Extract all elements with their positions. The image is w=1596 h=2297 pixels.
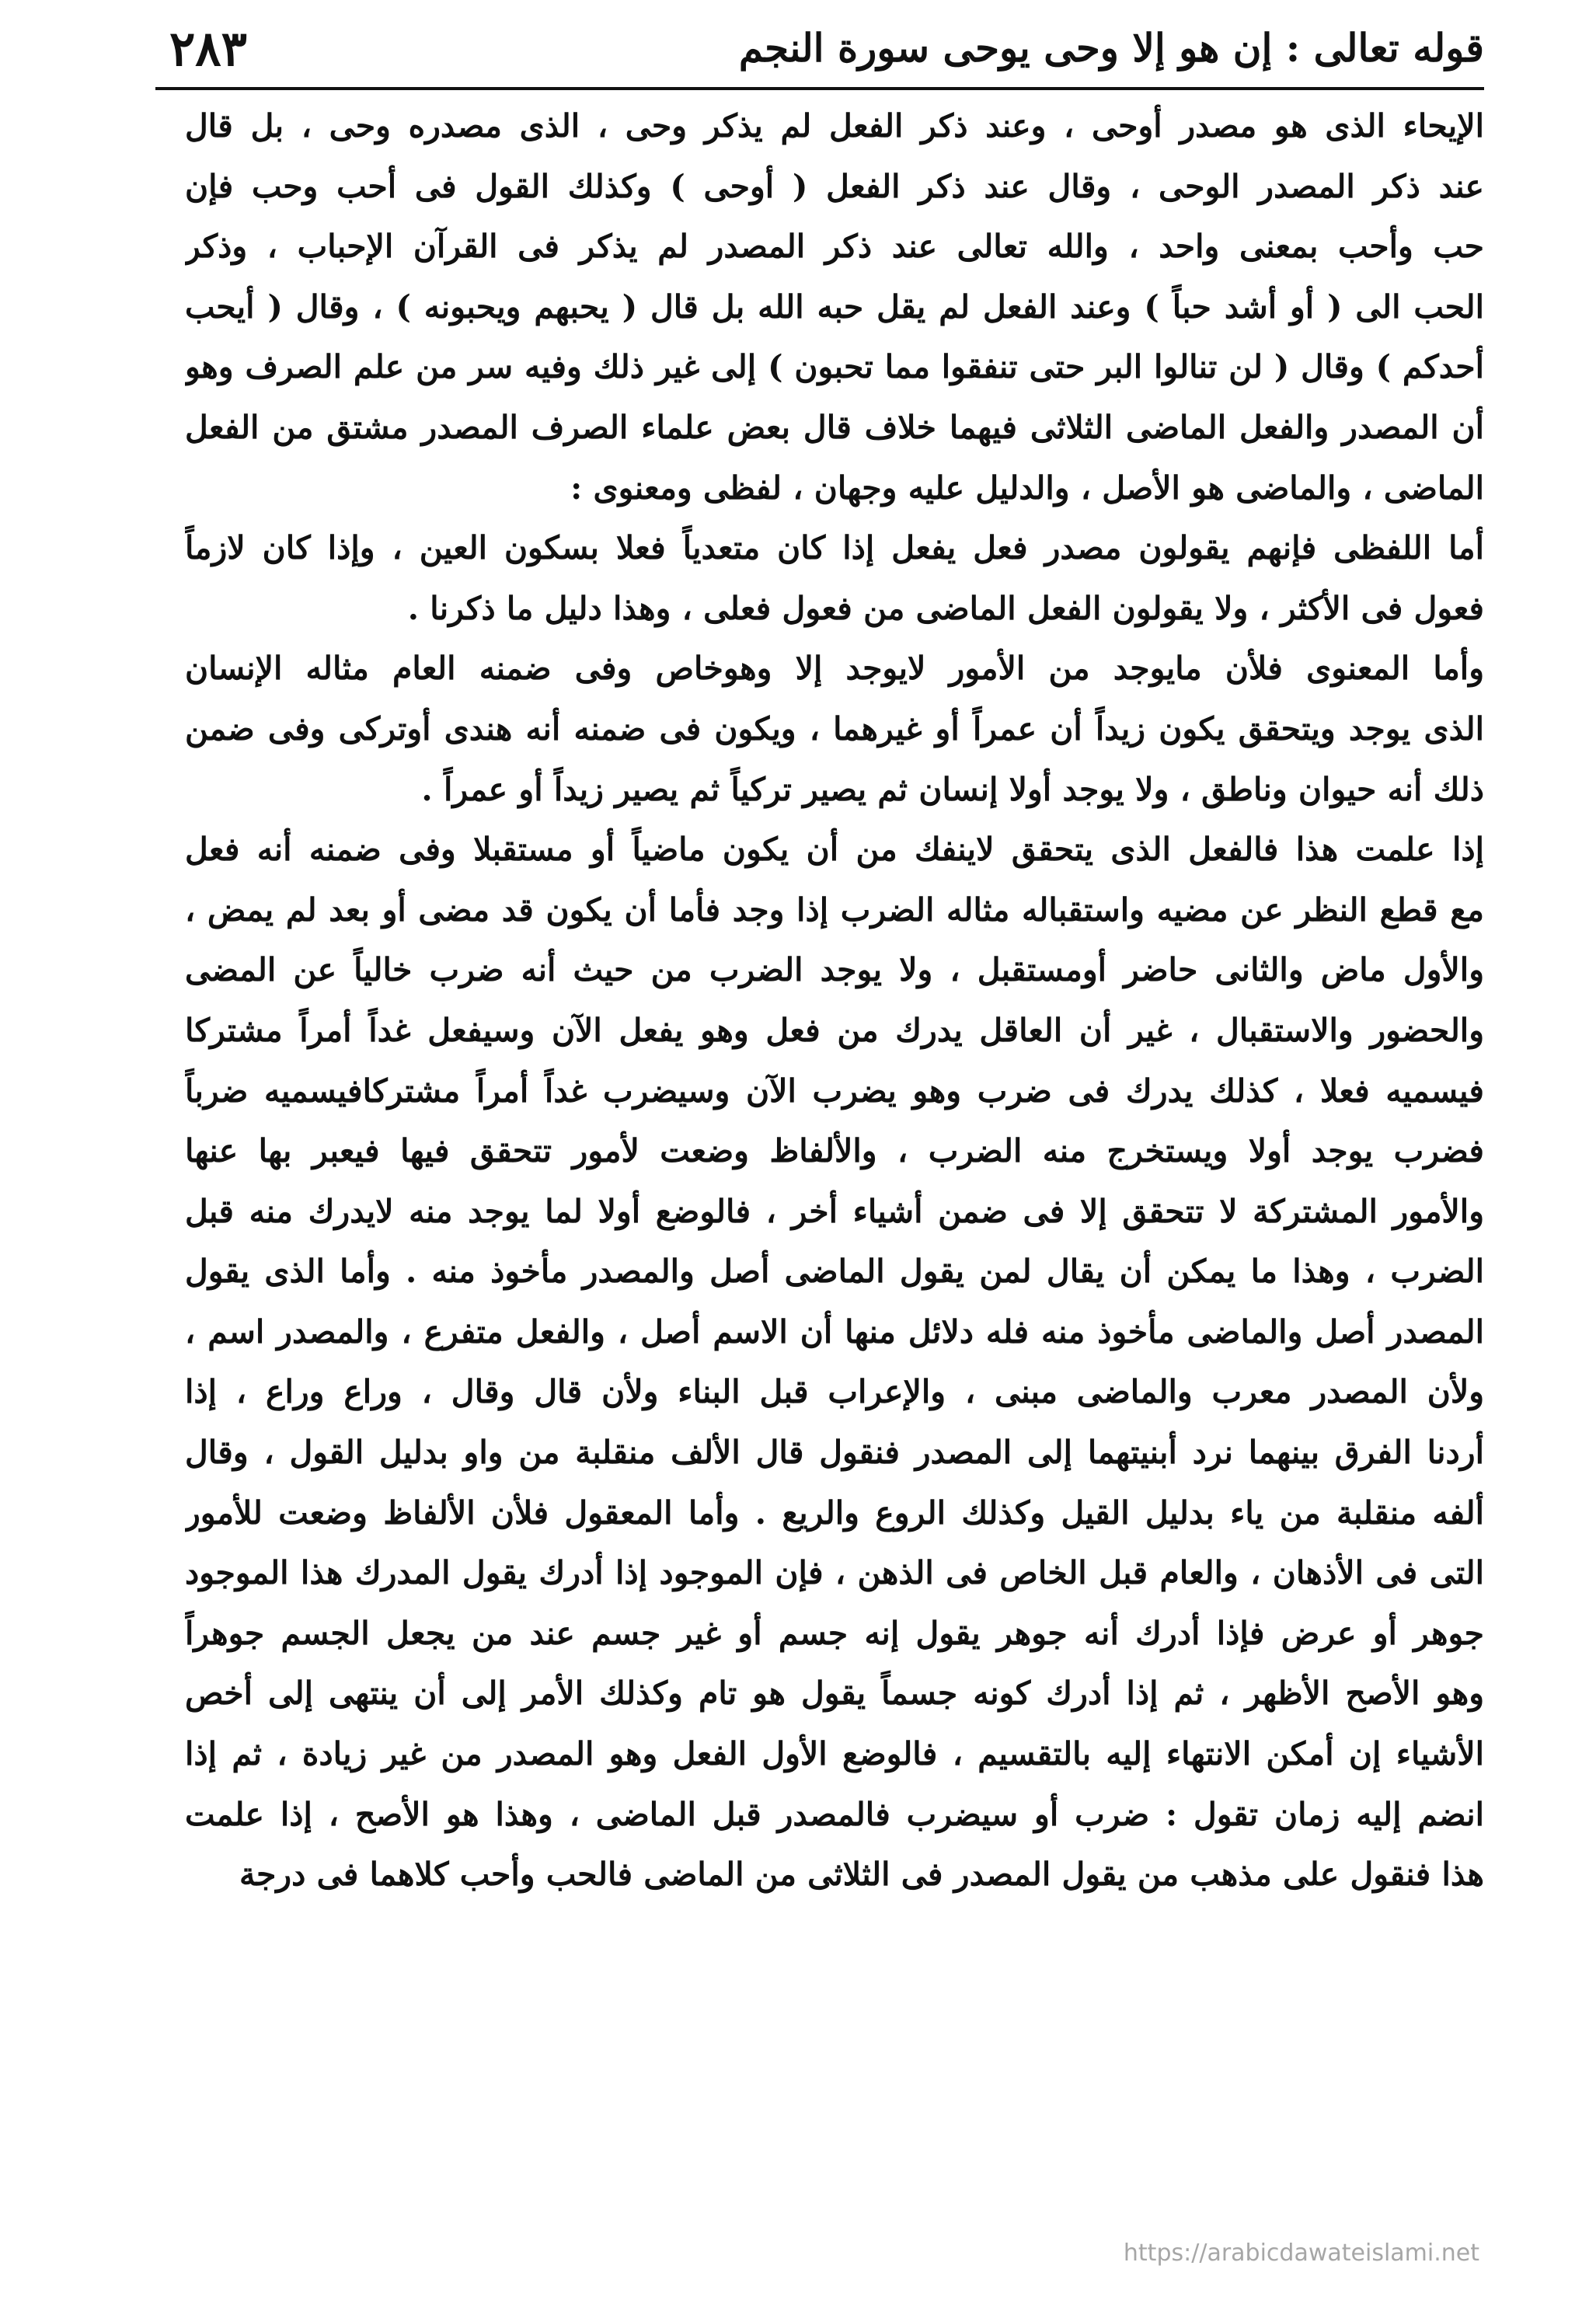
text-line: والحضور والاستقبال ، غير أن العاقل يدرك من فعل وهو يفعل الآن وسيفعل غداً أمراً مشتركا — [185, 1011, 1484, 1049]
text-line: جوهر أو عرض فإذا أدرك أنه جوهر يقول إنه جسم أو غير جسم عند من يجعل الجسم جوهراً — [185, 1614, 1484, 1652]
text-line: مع قطع النظر عن مضيه واستقباله مثاله الضرب إذا وجد فأما أن يكون قد مضى أو بعد لم يمض ، — [185, 891, 1484, 929]
text-line: الأشياء إن أمكن الانتهاء إليه بالتقسيم ، فالوضع الأول الفعل وهو المصدر من غير زيادة ، ثم إذا — [185, 1735, 1484, 1773]
text-line: فيسميه فعلا ، كذلك يدرك فى ضرب وهو يضرب الآن وسيضرب غداً أمراً مشتركافيسميه ضرباً — [185, 1072, 1484, 1110]
text-line: حب وأحب بمعنى واحد ، والله تعالى عند ذكر المصدر لم يذكر فى القرآن الإحباب ، وذكر — [185, 228, 1484, 266]
text-line: الذى يوجد ويتحقق يكون زيداً أن عمراً أو غيرهما ، ويكون فى ضمنه أنه هندى أوتركى وفى ضمن — [185, 709, 1484, 748]
text-line: ولأن المصدر معرب والماضى مبنى ، والإعراب قبل البناء ولأن قال وقال ، وراع وراع ، إذا — [185, 1373, 1484, 1411]
text-line: والأول ماض والثانى حاضر أومستقبل ، ولا يوجد الضرب من حيث أنه ضرب خالياً عن المضى — [185, 951, 1484, 989]
text-line: أحدكم ) وقال ( لن تنالوا البر حتى تنفقوا مما تحبون ) إلى غير ذلك وفيه سر من علم الصرف وهو — [185, 348, 1484, 386]
text-line: الحب الى ( أو أشد حباً ) وعند الفعل لم يقل حبه الله بل قال ( يحبهم ويحبونه ) ، وقال ( أيحب — [185, 288, 1484, 326]
text-line: وهو الأصح الأظهر ، ثم إذا أدرك كونه جسماً يقول هو تام وكذلك الأمر إلى أن ينتهى إلى أخص — [185, 1675, 1484, 1713]
text-line: ذلك أنه حيوان وناطق ، ولا يوجد أولا إنسان ثم يصير تركياً ثم يصير زيداً أو عمراً . — [421, 770, 1484, 808]
header-divider — [155, 87, 1484, 90]
text-line: والأمور المشتركة لا تتحقق إلا فى ضمن أشياء أخر ، فالوضع أولا لما يوجد منه لايدرك منه قبل — [185, 1192, 1484, 1230]
text-line: انضم إليه زمان تقول : ضرب أو سيضرب فالمصدر قبل الماضى ، وهذا هو الأصح ، إذا علمت — [185, 1795, 1484, 1833]
page-number: ٢٨٣ — [169, 20, 247, 77]
text-line: التى فى الأذهان ، والعام قبل الخاص فى الذهن ، فإن الموجود إذا أدرك يقول المدرك هذا الموجود — [185, 1554, 1484, 1592]
text-line: إذا علمت هذا فالفعل الذى يتحقق لاينفك من أن يكون ماضياً أو مستقبلا وفى ضمنه أنه فعل — [185, 831, 1484, 869]
running-title: قوله تعالى : إن هو إلا وحى يوحى سورة النجم — [738, 25, 1484, 71]
text-line: الضرب ، وهذا ما يمكن أن يقال لمن يقول الماضى أصل والمصدر مأخوذ منه . وأما الذى يقول — [185, 1253, 1484, 1291]
text-line: هذا فنقول على مذهب من يقول المصدر فى الثلاثى من الماضى فالحب وأحب كلاهما فى درجة — [239, 1856, 1484, 1894]
text-line: عند ذكر المصدر الوحى ، وقال عند ذكر الفعل ( أوحى ) وكذلك القول فى أحب وحب فإن — [185, 167, 1484, 205]
text-line: المصدر أصل والماضى مأخوذ منه فله دلائل منها أن الاسم أصل ، والفعل متفرع ، والمصدر اسم ، — [185, 1312, 1484, 1351]
text-line: أما اللفظى فإنهم يقولون مصدر فعل يفعل إذا كان متعدياً فعلا بسكون العين ، وإذا كان لازماً — [185, 529, 1484, 567]
page-header — [155, 19, 1484, 89]
body-text — [185, 96, 1484, 1905]
text-line: فعول فى الأكثر ، ولا يقولون الفعل الماضى من فعول فعلى ، وهذا دليل ما ذكرنا . — [407, 589, 1484, 627]
watermark-url: https://arabicdawateislami.net — [1123, 2239, 1479, 2267]
text-line: ألفه منقلبة من ياء بدليل القيل وكذلك الروع والريع . وأما المعقول فلأن الألفاظ وضعت للأمور — [185, 1494, 1484, 1532]
text-line: الماضى ، والماضى هو الأصل ، والدليل عليه وجهان ، لفظى ومعنوى : — [570, 469, 1484, 507]
text-line: الإيحاء الذى هو مصدر أوحى ، وعند ذكر الفعل لم يذكر وحى ، الذى مصدره وحى ، بل قال — [185, 107, 1484, 145]
text-line: أن المصدر والفعل الماضى الثلاثى فيهما خلاف قال بعض علماء الصرف المصدر مشتق من الفعل — [185, 408, 1484, 446]
text-line: أردنا الفرق بينهما نرد أبنيتهما إلى المصدر فنقول قال الألف منقلبة من واو بدليل القول ، وقال — [185, 1434, 1484, 1472]
text-line: وأما المعنوى فلأن مايوجد من الأمور لايوجد إلا وهوخاص وفى ضمنه العام مثاله الإنسان — [185, 650, 1484, 688]
text-line: فضرب يوجد أولا ويستخرج منه الضرب ، والألفاظ وضعت لأمور تتحقق فيها فيعبر بها عنها — [185, 1132, 1484, 1170]
